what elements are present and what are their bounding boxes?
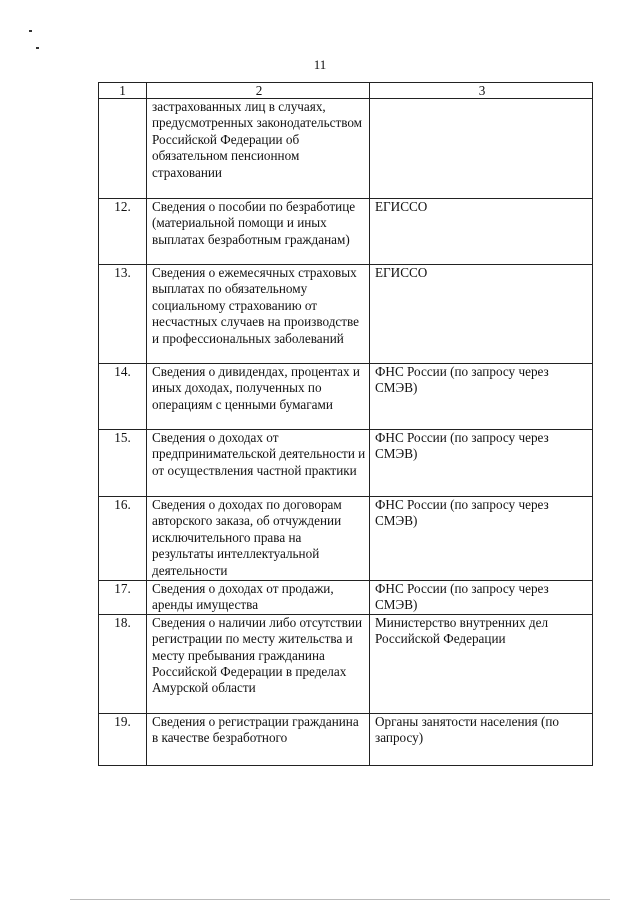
row-info: Сведения о дивидендах, процентах и иных доходах, полученных по операциям с ценными бумагами bbox=[147, 364, 370, 430]
row-number: 17. bbox=[99, 581, 147, 615]
row-source: Органы занятости населения (по запросу) bbox=[370, 713, 593, 765]
row-source: ФНС России (по запросу через СМЭВ) bbox=[370, 364, 593, 430]
table-row bbox=[99, 713, 593, 765]
row-source: ФНС России (по запросу через СМЭВ) bbox=[370, 581, 593, 615]
table-header-row bbox=[99, 83, 593, 99]
row-source bbox=[370, 99, 593, 199]
table-row bbox=[99, 497, 593, 581]
row-info: Сведения о доходах от продажи, аренды имущества bbox=[147, 581, 370, 615]
row-source: ЕГИССО bbox=[370, 265, 593, 364]
row-info: Сведения о доходах по договорам авторского заказа, об отчуждении исключительного права на результаты интеллектуальной деятельности bbox=[147, 497, 370, 581]
row-number: 12. bbox=[99, 199, 147, 265]
row-source: Министерство внутренних дел Российской Федерации bbox=[370, 614, 593, 713]
row-info: Сведения о доходах от предпринимательской деятельности и от осуществления частной практики bbox=[147, 430, 370, 497]
row-number: 14. bbox=[99, 364, 147, 430]
table-row bbox=[99, 364, 593, 430]
data-sources-table bbox=[98, 82, 593, 766]
row-number: 15. bbox=[99, 430, 147, 497]
row-number: 19. bbox=[99, 713, 147, 765]
row-number: 18. bbox=[99, 614, 147, 713]
table-row bbox=[99, 614, 593, 713]
table-row bbox=[99, 99, 593, 199]
table-row bbox=[99, 581, 593, 615]
row-source: ФНС России (по запросу через СМЭВ) bbox=[370, 497, 593, 581]
table-row bbox=[99, 265, 593, 364]
scan-speck bbox=[36, 47, 39, 49]
row-number bbox=[99, 99, 147, 199]
header-col-1: 1 bbox=[99, 83, 147, 99]
row-info: Сведения о регистрации гражданина в качестве безработного bbox=[147, 713, 370, 765]
page-number: 11 bbox=[313, 57, 327, 72]
row-source: ЕГИССО bbox=[370, 199, 593, 265]
scan-speck bbox=[29, 30, 32, 32]
table-row bbox=[99, 430, 593, 497]
row-info: застрахованных лиц в случаях, предусмотренных законодательством Российской Федерации об обязательном пенсионном страховании bbox=[147, 99, 370, 199]
header-col-2: 2 bbox=[147, 83, 370, 99]
row-info: Сведения о пособии по безработице (материальной помощи и иных выплатах безработным гражданам) bbox=[147, 199, 370, 265]
table-row bbox=[99, 199, 593, 265]
row-source: ФНС России (по запросу через СМЭВ) bbox=[370, 430, 593, 497]
row-number: 13. bbox=[99, 265, 147, 364]
row-info: Сведения о наличии либо отсутствии регистрации по месту жительства и месту пребывания гражданина Российской Федерации в пределах Амурской области bbox=[147, 614, 370, 713]
page-edge-line bbox=[70, 899, 610, 900]
row-info: Сведения о ежемесячных страховых выплатах по обязательному социальному страхованию от несчастных случаев на производстве и профессиональных заболеваний bbox=[147, 265, 370, 364]
header-col-3: 3 bbox=[370, 83, 593, 99]
row-number: 16. bbox=[99, 497, 147, 581]
